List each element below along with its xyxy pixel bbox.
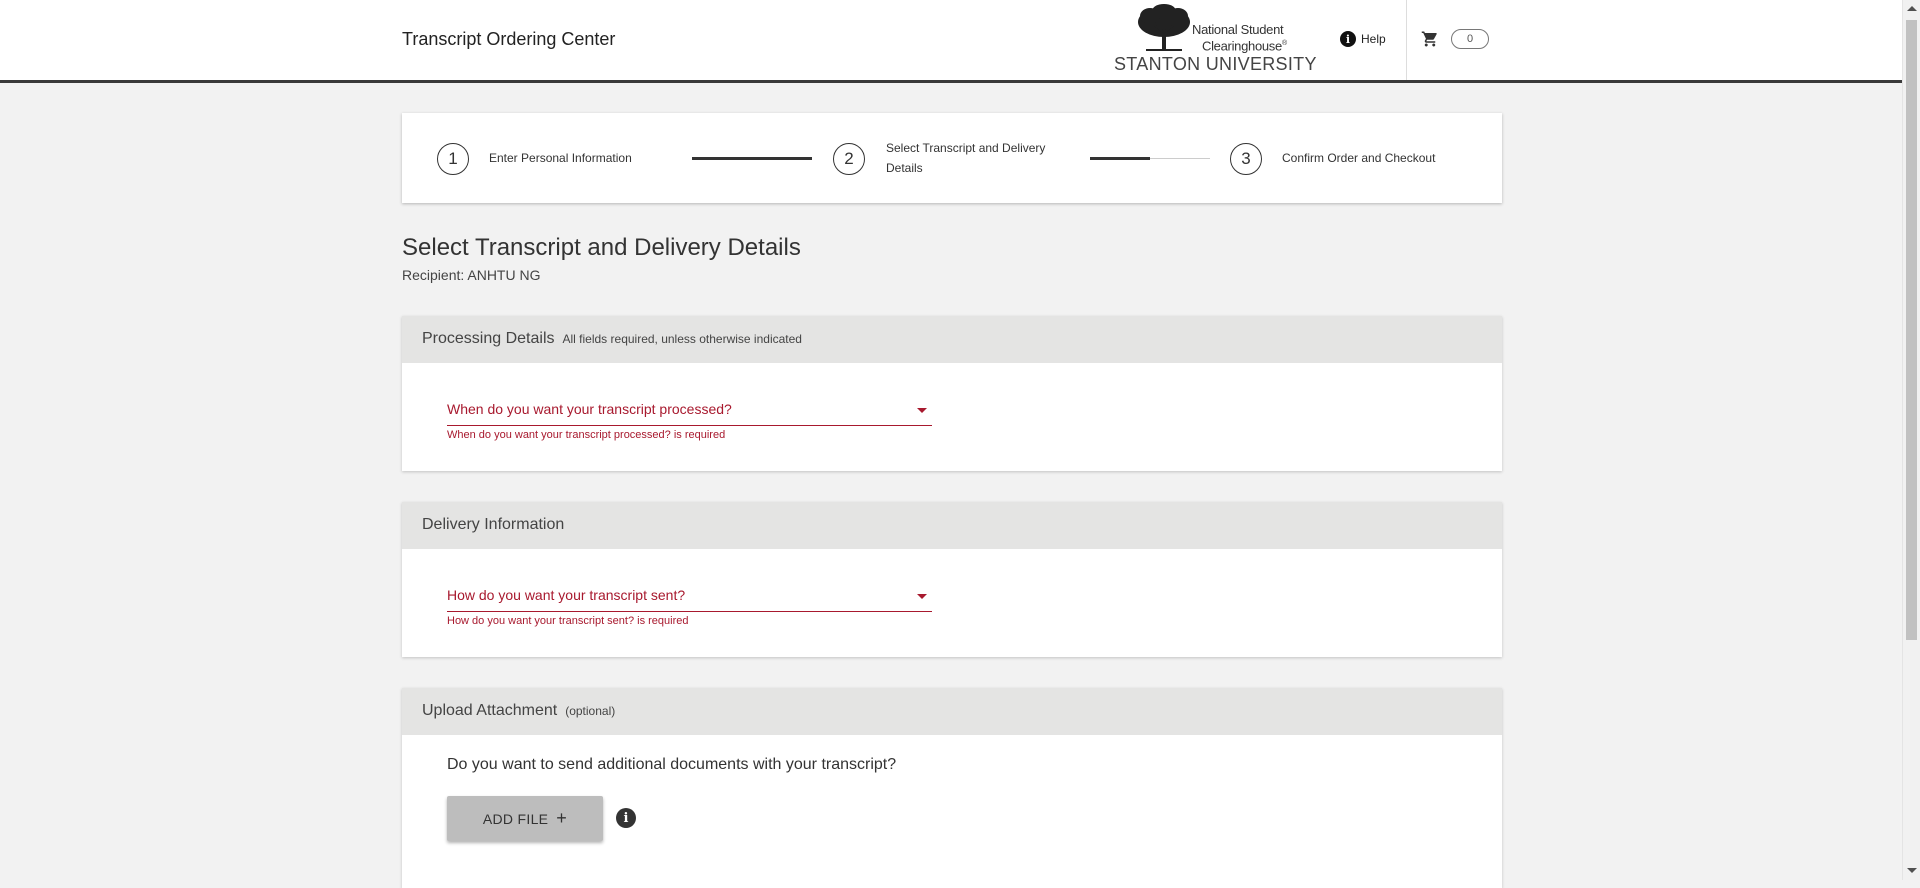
page-title: Select Transcript and Delivery Details [402,234,801,261]
university-name: STANTON UNIVERSITY [1114,54,1317,74]
delivery-method-select[interactable] [447,581,932,612]
scroll-thumb[interactable] [1906,20,1917,640]
processing-details-title: Processing Details All fields required, unless otherwise indicated [422,330,802,347]
delivery-information-title: Delivery Information [422,516,565,533]
required-fields-note: All fields required, unless otherwise indicated [562,332,802,346]
processing-details-card [402,316,1502,471]
optional-note: (optional) [565,704,616,718]
university-logo [1110,4,1316,76]
upload-attachment-card [402,688,1502,888]
vertical-scrollbar[interactable] [1902,0,1920,880]
scroll-up-arrow-icon[interactable] [1907,6,1917,11]
nsc-line1: National Student [1192,22,1284,37]
step-1-label: Enter Personal Information [489,151,632,165]
step-2-number: 2 [833,143,865,175]
processing-time-label: When do you want your transcript processed? [447,401,732,417]
processing-time-select[interactable] [447,395,932,426]
delivery-method-error: How do you want your transcript sent? is required [447,615,689,627]
delivery-information-header [402,502,1502,549]
top-header [0,0,1902,83]
additional-documents-question: Do you want to send additional documents with your transcript? [447,756,897,773]
step-connector-2 [1090,157,1150,160]
dropdown-arrow-icon [917,408,927,413]
step-2-label: Select Transcript and Delivery Details [886,141,1046,175]
add-file-button[interactable] [447,796,603,841]
delivery-information-card [402,502,1502,657]
shopping-cart-icon[interactable] [1421,30,1439,48]
help-link[interactable] [1340,31,1386,47]
nsc-line2: Clearinghouse® [1202,38,1287,54]
add-file-label: ADD FILE [482,810,549,827]
upload-attachment-header [402,688,1502,735]
nsc-wordmark [1192,23,1287,53]
header-divider [1406,0,1407,80]
help-label: Help [1361,32,1386,46]
step-connector-1 [692,157,812,160]
step-1-number: 1 [437,143,469,175]
dropdown-arrow-icon [917,594,927,599]
step-3-label: Confirm Order and Checkout [1282,151,1436,165]
delivery-method-label: How do you want your transcript sent? [447,587,686,603]
info-icon: i [1340,31,1356,47]
upload-attachment-title: Upload Attachment (optional) [422,702,616,719]
processing-time-error: When do you want your transcript processed? is required [447,429,726,441]
tree-logo-icon [1136,4,1192,54]
order-stepper [402,113,1502,203]
app-title: Transcript Ordering Center [402,29,616,49]
cart-count-badge[interactable]: 0 [1451,29,1489,49]
recipient-name: Recipient: ANHTU NG [402,267,541,283]
processing-details-header [402,316,1502,363]
scroll-down-arrow-icon[interactable] [1907,868,1917,873]
step-3-number: 3 [1230,143,1262,175]
plus-icon: + [556,808,568,828]
info-icon[interactable]: i [616,808,636,828]
